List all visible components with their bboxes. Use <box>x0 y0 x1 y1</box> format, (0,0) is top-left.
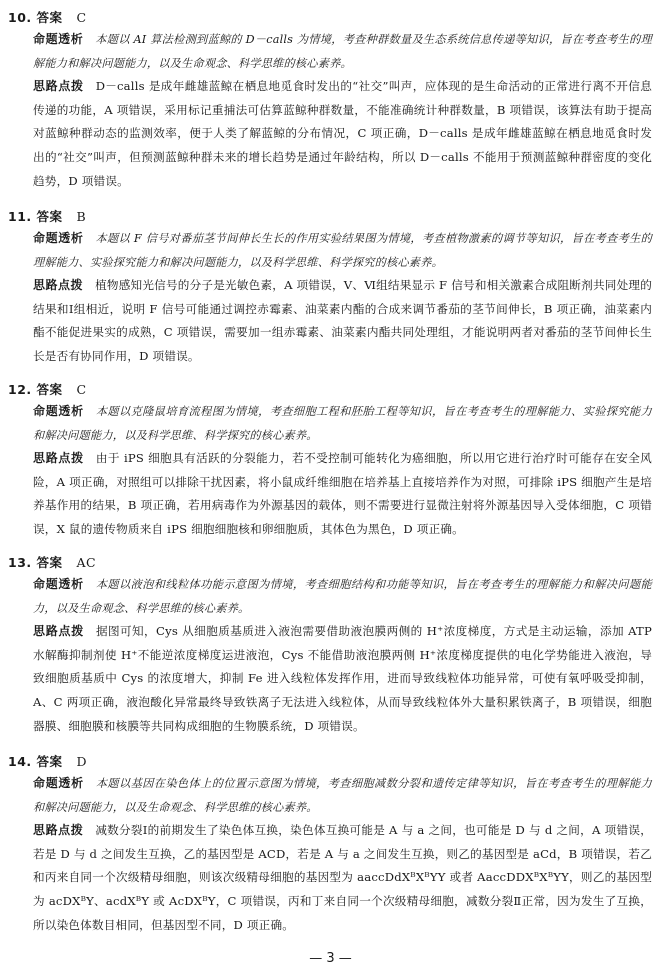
answer-line <box>8 207 652 227</box>
analysis-paragraph <box>33 400 652 447</box>
answer-line <box>8 8 652 28</box>
analysis-label: 命题透析 <box>33 776 84 790</box>
question-14 <box>8 752 652 937</box>
question-number: 11. 答案 <box>8 209 63 224</box>
answer-value: AC <box>76 555 97 570</box>
analysis-paragraph <box>33 573 652 620</box>
question-12 <box>8 380 652 542</box>
hint-label: 思路点拨 <box>33 278 84 293</box>
question-number: 14. 答案 <box>8 754 63 769</box>
answer-line <box>8 752 652 772</box>
answer-value: C <box>76 382 87 397</box>
question-number: 12. 答案 <box>8 382 63 397</box>
analysis-text: 本题以 F 信号对番茄茎节间伸长生长的作用实验结果图为情境，考查植物激素的调节等知识，旨在考查考生的理解能力、实验探究能力和解决问题能力，以及科学思维、科学探究的核心素养。 <box>33 232 652 269</box>
hint-text: 植物感知光信号的分子是光敏色素，A 项错误，Ⅴ、Ⅵ组结果显示 F 信号和相关激素合成阻断剂共同处理的结果和Ⅰ组相近，说明 F 信号可能通过调控赤霉素、油菜素内酯的合成来调节番茄的茎节间伸长，B 项正确，油菜素内酯不能促进果实的成熟，C 项错误，需要加一组赤霉素、油菜素内酯共同处理组，才能说明两者对番茄的茎节间伸长生长是否有协同作用，D 项错误。 <box>33 278 652 363</box>
analysis-label: 命题透析 <box>33 32 84 46</box>
analysis-text: 本题以克隆鼠培育流程图为情境，考查细胞工程和胚胎工程等知识，旨在考查考生的理解能力、实验探究能力和解决问题能力，以及科学思维、科学探究的核心素养。 <box>33 405 652 442</box>
question-13 <box>8 553 652 738</box>
hint-paragraph <box>33 620 652 738</box>
question-10 <box>8 8 652 193</box>
question-number: 10. 答案 <box>8 10 63 25</box>
analysis-label: 命题透析 <box>33 404 84 418</box>
analysis-text: 本题以液泡和线粒体功能示意图为情境，考查细胞结构和功能等知识，旨在考查考生的理解能力和解决问题能力，以及生命观念、科学思维的核心素养。 <box>33 578 652 615</box>
hint-text: D－calls 是成年雌雄蓝鲸在栖息地觅食时发出的“社交”叫声，应体现的是生命活动的正常进行离不开信息传递的功能，A 项错误，采用标记重捕法可估算蓝鲸种群数量，不能准确统计种群数量，B 项错误，该算法有助于提高对蓝鲸种群动态的监测效率，便于人类了解蓝鲸的分布情况，C 项正确，D－calls 是成年雌雄蓝鲸在栖息地觅食时发出的“社交”叫声，但预测蓝鲸种群未来的增长趋势是通过年龄结构，所以 D－calls 不能用于预测蓝鲸种群密度的变化趋势，D 项错误。 <box>33 79 652 188</box>
answer-line <box>8 553 652 573</box>
analysis-text: 本题以 AI 算法检测到蓝鲸的 D－calls 为情境，考查种群数量及生态系统信息传递等知识，旨在考查考生的理解能力和解决问题能力，以及生命观念、科学思维的核心素养。 <box>33 33 652 70</box>
hint-label: 思路点拨 <box>33 79 84 94</box>
analysis-label: 命题透析 <box>33 231 84 245</box>
hint-text: 据图可知，Cys 从细胞质基质进入液泡需要借助液泡膜两侧的 H⁺浓度梯度，方式是主动运输，添加 ATP 水解酶抑制剂使 H⁺不能逆浓度梯度运进液泡，Cys 不能借助液泡膜两侧 H⁺浓度梯度提供的电化学势能进入液泡，导致细胞质基质中 Cys 的浓度增大，抑制 Fe 进入线粒体发挥作用，进而导致线粒体功能异常，可使有氧呼吸受抑制，A、C 两项正确，液泡酸化异常最终导致铁离子无法进入线粒体，从而导致线粒体外大量积累铁离子，B 项错误，细胞器膜、细胞膜和核膜等共同构成细胞的生物膜系统，D 项错误。 <box>33 624 652 733</box>
hint-paragraph <box>33 274 652 368</box>
analysis-paragraph <box>33 772 652 819</box>
answer-value: B <box>76 209 87 224</box>
analysis-text: 本题以基因在染色体上的位置示意图为情境，考查细胞减数分裂和遗传定律等知识，旨在考查考生的理解能力和解决问题能力，以及生命观念、科学思维的核心素养。 <box>33 777 652 814</box>
question-number: 13. 答案 <box>8 555 63 570</box>
hint-paragraph <box>33 819 652 937</box>
hint-paragraph <box>33 75 652 193</box>
analysis-paragraph <box>33 28 652 75</box>
hint-label: 思路点拨 <box>33 451 84 466</box>
hint-text: 减数分裂Ⅰ的前期发生了染色体互换，染色体互换可能是 A 与 a 之间，也可能是 D 与 d 之间，A 项错误，若是 D 与 d 之间发生互换，乙的基因型是 ACD，若是 A 与 a 之间发生互换，则乙的基因型是 aCd，B 项错误，若乙和丙来自同一个次级精母细胞，则该次级精母细胞的基因型为 aaccDdXᴮXᴮYY 或者 AaccDDXᴮXᴮYY，则乙的基因型为 acDXᴮY、acdXᴮY 或 AcDXᴮY，C 项错误，丙和丁来自同一个次级精母细胞，减数分裂Ⅱ正常，因为发生了互换，所以染色体数目相同，但基因型不同，D 项正确。 <box>33 823 652 932</box>
hint-label: 思路点拨 <box>33 624 84 639</box>
answer-value: D <box>76 754 88 769</box>
answer-line <box>8 380 652 400</box>
analysis-paragraph <box>33 227 652 274</box>
answer-value: C <box>76 10 87 25</box>
hint-paragraph <box>33 447 652 541</box>
analysis-label: 命题透析 <box>33 577 84 591</box>
hint-label: 思路点拨 <box>33 823 84 838</box>
hint-text: 由于 iPS 细胞具有活跃的分裂能力，若不受控制可能转化为癌细胞，所以用它进行治疗时可能存在安全风险，A 项正确，对照组可以排除干扰因素，将小鼠成纤维细胞在培养基上直接培养作为对照，可排除 iPS 细胞产生是培养基作用的结果，B 项正确，若用病毒作为外源基因的载体，则不需要进行显微注射将外源基因导入受体细胞，C 项错误，X 鼠的遗传物质来自 iPS 细胞细胞核和卵细胞质，其体色为黑色，D 项正确。 <box>33 451 652 536</box>
question-11 <box>8 207 652 369</box>
page-number: — 3 — <box>309 951 352 966</box>
